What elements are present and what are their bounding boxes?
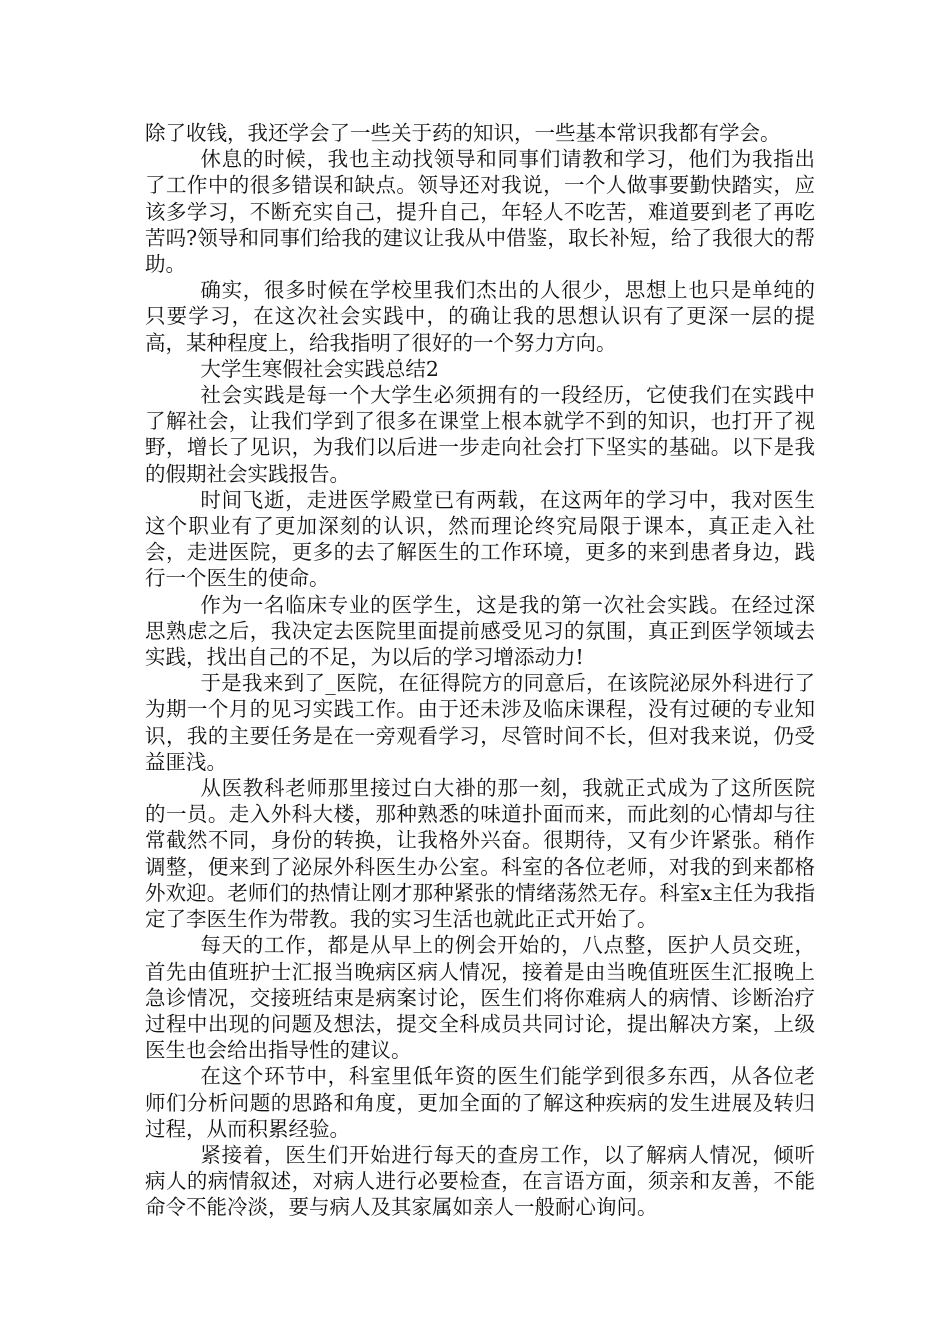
paragraph: 时间飞逝，走进医学殿堂已有两载，在这两年的学习中，我对医生这个职业有了更加深刻的认识，然而理论终究局限于课本，真正走入社会，走进医院，更多的去了解医生的工作环境，更多的来到患者身边，践行一个医生的使命。 — [145, 487, 815, 591]
paragraph: 于是我来到了_医院，在征得院方的同意后，在该院泌尿外科进行了为期一个月的见习实践工作。由于还未涉及临床课程，没有过硬的专业知识，我的主要任务是在一旁观看学习，尽管时间不长，但对我来说，仍受益匪浅。 — [145, 671, 815, 774]
paragraph: 紧接着，医生们开始进行每天的查房工作，以了解病人情况，倾听病人的病情叙述，对病人进行必要检查，在言语方面，须亲和友善，不能命令不能冷淡，要与病人及其家属如亲人一般耐心询问。 — [145, 1142, 815, 1220]
paragraph-continued: 除了收钱，我还学会了一些关于药的知识，一些基本常识我都有学会。 — [145, 121, 781, 145]
paragraph: 确实，很多时候在学校里我们杰出的人很少，思想上也只是单纯的只要学习，在这次社会实践中，的确让我的思想认识有了更深一层的提高，某种程度上，给我指明了很好的一个努力方向。 — [145, 278, 815, 355]
section-heading: 大学生寒假社会实践总结2 — [200, 356, 439, 381]
paragraph: 社会实践是每一个大学生必须拥有的一段经历，它使我们在实践中了解社会，让我们学到了很多在课堂上根本就学不到的知识，也打开了视野，增长了见识，为我们以后进一步走向社会打下坚实的基础。以下是我的假期社会实践报告。 — [145, 383, 815, 486]
paragraph: 休息的时候，我也主动找领导和同事们请教和学习，他们为我指出了工作中的很多错误和缺点。领导还对我说，一个人做事要勤快踏实，应该多学习，不断充实自己，提升自己，年轻人不吃苦，难道要到老了再吃苦吗?领导和同事们给我的建议让我从中借鉴，取长补短，给了我很大的帮助。 — [145, 147, 815, 277]
paragraph: 每天的工作，都是从早上的例会开始的，八点整，医护人员交班，首先由值班护士汇报当晚病区病人情况，接着是由当晚值班医生汇报晚上急诊情况，交接班结束是病案讨论，医生们将你难病人的病情、诊断治疗过程中出现的问题及想法，提交全科成员共同讨论，提出解决方案，上级医生也会给出指导性的建议。 — [145, 933, 815, 1063]
paragraph: 从医教科老师那里接过白大褂的那一刻，我就正式成为了这所医院的一员。走入外科大楼，那种熟悉的味道扑面而来，而此刻的心情却与往常截然不同，身份的转换，让我格外兴奋。很期待，又有少许紧张。稍作调整，便来到了泌尿外科医生办公室。科室的各位老师，对我的到来都格外欢迎。老师们的热情让刚才那种紧张的情绪荡然无存。科室x主任为我指定了李医生作为带教。我的实习生活也就此正式开始了。 — [145, 776, 815, 932]
paragraph: 作为一名临床专业的医学生，这是我的第一次社会实践。在经过深思熟虑之后，我决定去医院里面提前感受见习的氛围，真正到医学领域去实践，找出自己的不足，为以后的学习增添动力! — [145, 592, 815, 670]
document-body — [145, 120, 815, 1221]
paragraph: 在这个环节中，科室里低年资的医生们能学到很多东西，从各位老师们分析问题的思路和角度，更加全面的了解这种疾病的发生进展及转归过程，从而积累经验。 — [145, 1064, 815, 1141]
